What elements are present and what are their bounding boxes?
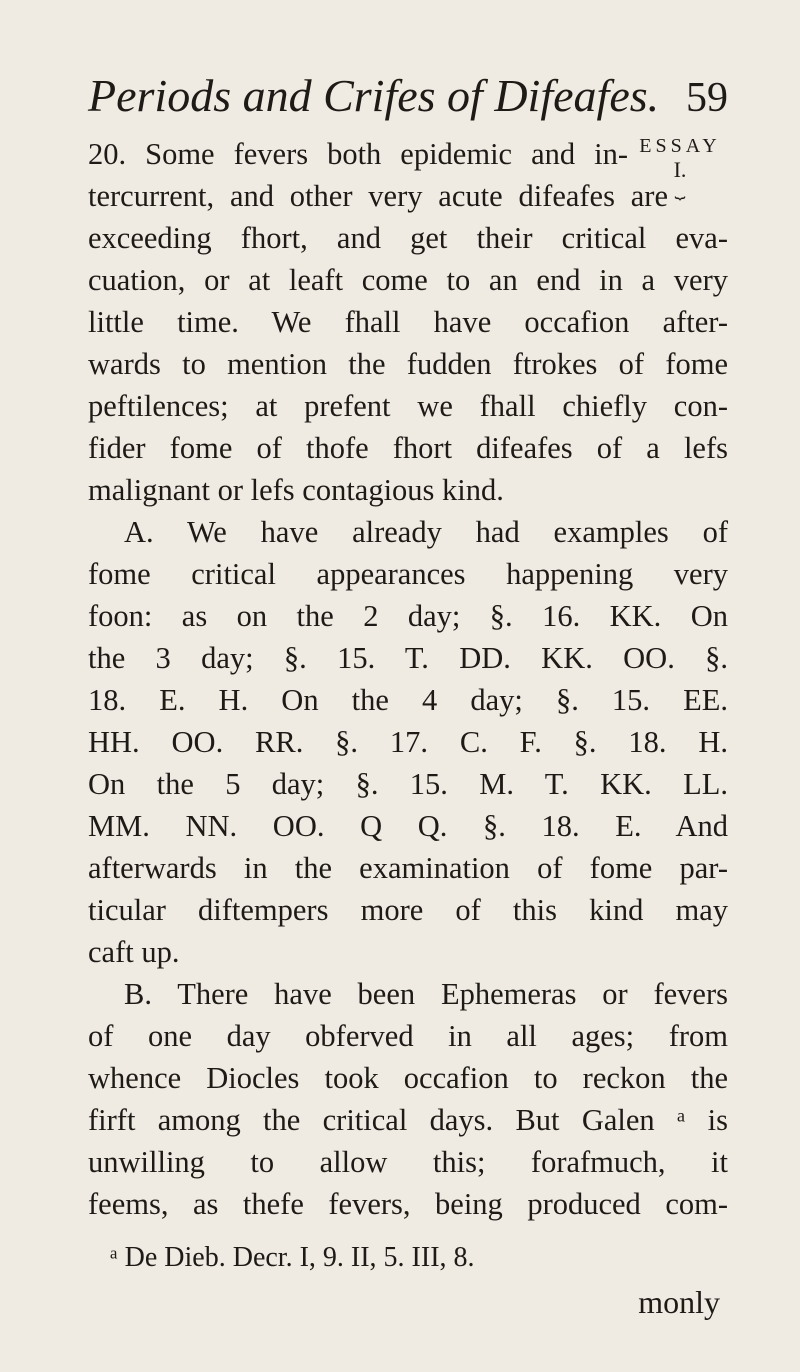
body-text xyxy=(88,133,728,1225)
text-line: feems, as thefe fevers, being produced com- xyxy=(88,1187,728,1221)
margin-note-label: ESSAY xyxy=(639,135,721,157)
text-line: fider fome of thofe fhort difeafes of a lefs xyxy=(88,431,728,465)
margin-note-brace: ⏟ xyxy=(674,179,686,199)
text-line: whence Diocles took occafion to reckon the xyxy=(88,1061,728,1095)
text-line: HH. OO. RR. §. 17. C. F. §. 18. H. xyxy=(88,725,728,759)
text-line: peftilences; at prefent we fhall chiefly con- xyxy=(88,389,728,423)
text-line: foon: as on the 2 day; §. 16. KK. On xyxy=(88,599,728,633)
text-line: A. We have already had examples of xyxy=(124,515,728,549)
text-line: afterwards in the examination of fome par- xyxy=(88,851,728,885)
text-line: caft up. xyxy=(88,935,180,969)
text-line: On the 5 day; §. 15. M. T. KK. LL. xyxy=(88,767,728,801)
text-line: firft among the critical days. But Galen ᵃ is xyxy=(88,1103,728,1137)
catchword: monly xyxy=(638,1284,720,1320)
text-line: of one day obferved in all ages; from xyxy=(88,1019,728,1053)
text-line: little time. We fhall have occafion after- xyxy=(88,305,728,339)
text-line: 20. Some fevers both epidemic and in- xyxy=(88,137,628,171)
text-line: unwilling to allow this; forafmuch, it xyxy=(88,1145,728,1179)
text-line: B. There have been Ephemeras or fevers xyxy=(124,977,728,1011)
text-line: wards to mention the fudden ftrokes of fome xyxy=(88,347,728,381)
page-header xyxy=(88,68,728,128)
text-line: ticular diftempers more of this kind may xyxy=(88,893,728,927)
running-title: Periods and Crifes of Difeafes. xyxy=(88,70,660,121)
text-line: malignant or lefs contagious kind. xyxy=(88,473,504,507)
margin-note-number: I. xyxy=(673,157,687,182)
text-line: exceeding fhort, and get their critical eva- xyxy=(88,221,728,255)
text-line: fome critical appearances happening very xyxy=(88,557,728,591)
text-line: 18. E. H. On the 4 day; §. 15. EE. xyxy=(88,683,728,717)
footnote: ᵃ De Dieb. Decr. I, 9. II, 5. III, 8. xyxy=(110,1242,475,1273)
text-line: MM. NN. OO. Q Q. §. 18. E. And xyxy=(88,809,728,843)
text-line: tercurrent, and other very acute difeafes are xyxy=(88,179,668,213)
text-line: cuation, or at leaft come to an end in a very xyxy=(88,263,728,297)
page-number: 59 xyxy=(686,75,728,121)
text-line: the 3 day; §. 15. T. DD. KK. OO. §. xyxy=(88,641,728,675)
